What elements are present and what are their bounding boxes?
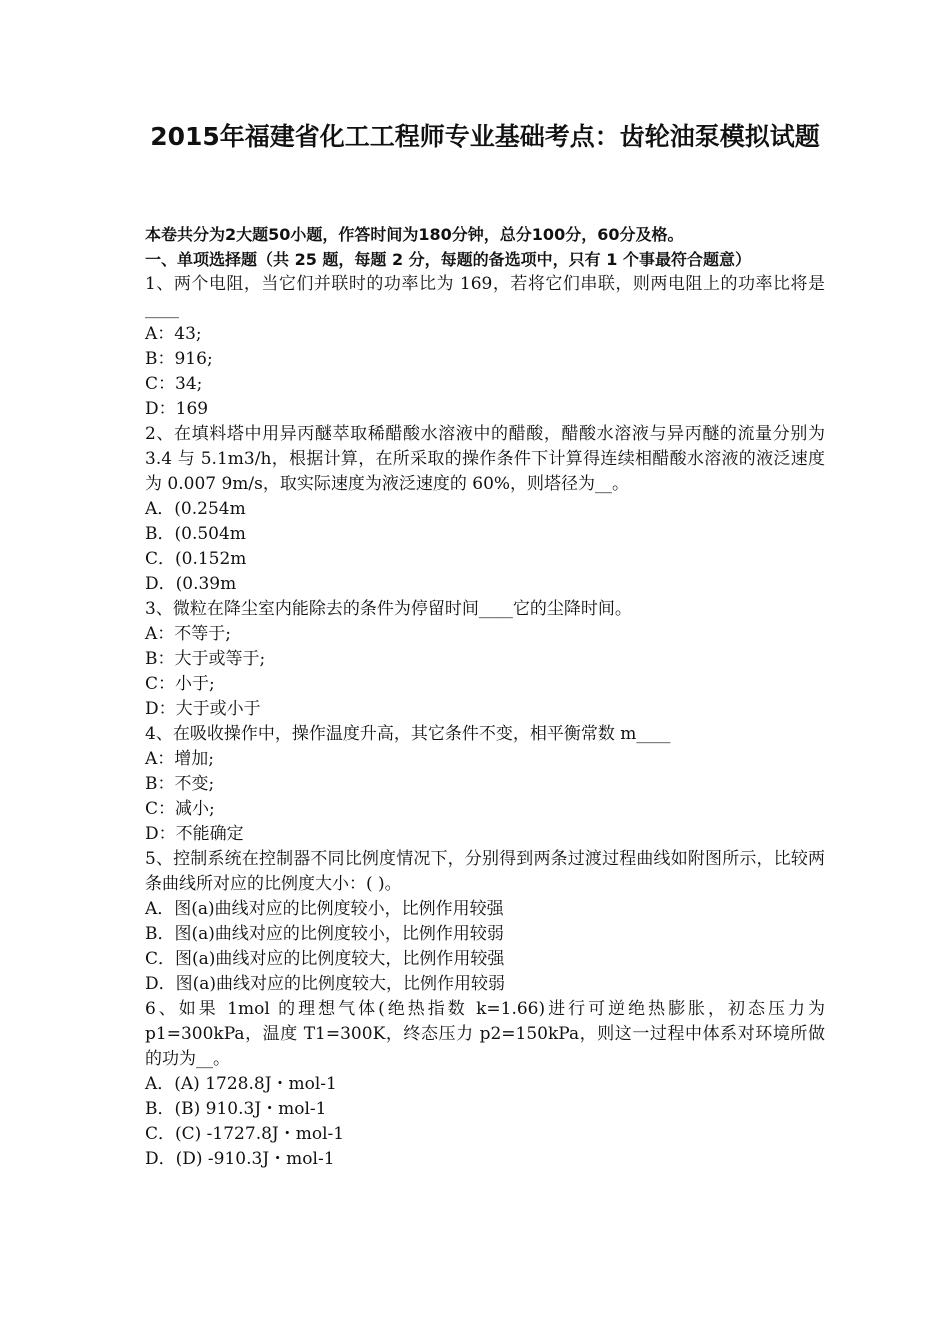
option-b: B．(0.504m (145, 524, 246, 544)
option-b: B：不变; (145, 774, 215, 794)
option-b: B：916; (145, 349, 213, 369)
option-c: C．(C) -1727.8J・mol-1 (145, 1124, 345, 1144)
option-b: B：大于或等于; (145, 649, 266, 669)
question-block-5 (145, 847, 825, 997)
question-stem: 4、在吸收操作中，操作温度升高，其它条件不变，相平衡常数 m____ (145, 724, 671, 744)
option-d: D：不能确定 (145, 824, 244, 844)
option-c: C：34; (145, 374, 203, 394)
question-block-2 (145, 422, 825, 597)
question-stem: 5、控制系统在控制器不同比例度情况下，分别得到两条过渡过程曲线如附图所示，比较两条曲线所对应的比例度大小：( )。 (145, 849, 825, 894)
option-c: C．图(a)曲线对应的比例度较大，比例作用较强 (145, 949, 505, 969)
option-d: D：169 (145, 399, 209, 419)
option-d: D．(0.39m (145, 574, 237, 594)
option-c: C：小于; (145, 674, 215, 694)
exam-intro: 本卷共分为2大题50小题，作答时间为180分钟，总分100分，60分及格。 (145, 225, 684, 244)
option-c: C：减小; (145, 799, 215, 819)
option-d: D．图(a)曲线对应的比例度较大，比例作用较弱 (145, 974, 506, 994)
option-c: C．(0.152m (145, 549, 247, 569)
option-b: B．图(a)曲线对应的比例度较小，比例作用较弱 (145, 924, 504, 944)
option-d: D：大于或小于 (145, 699, 261, 719)
question-stem: 1、两个电阻，当它们并联时的功率比为 169，若将它们串联，则两电阻上的功率比将是____ (145, 274, 825, 319)
option-a: A：不等于; (145, 624, 232, 644)
option-a: A：增加; (145, 749, 215, 769)
document-title: 2015年福建省化工工程师专业基础考点：齿轮油泵模拟试题 (150, 122, 820, 151)
question-stem: 2、在填料塔中用异丙醚萃取稀醋酸水溶液中的醋酸，醋酸水溶液与异丙醚的流量分别为 3.4 与 5.1m3/h，根据计算，在所采取的操作条件下计算得连续相醋酸水溶液的液泛速度为 0.007 9m/s，取实际速度为液泛速度的 60%，则塔径为__。 (145, 424, 825, 494)
option-a: A：43; (145, 324, 202, 344)
question-block-1 (145, 272, 825, 422)
section-heading: 一、单项选择题（共 25 题，每题 2 分，每题的备选项中，只有 1 个事最符合题意） (145, 250, 751, 269)
question-stem: 6、如果 1mol 的理想气体(绝热指数 k=1.66)进行可逆绝热膨胀，初态压力为 p1=300kPa，温度 T1=300K，终态压力 p2=150kPa，则这一过程中体系对环境所做的功为__。 (145, 999, 825, 1069)
question-block-3 (145, 597, 825, 722)
question-stem: 3、微粒在降尘室内能除去的条件为停留时间____它的尘降时间。 (145, 599, 632, 619)
question-block-4 (145, 722, 825, 847)
document-body (145, 222, 825, 1172)
option-a: A．图(a)曲线对应的比例度较小，比例作用较强 (145, 899, 504, 919)
option-a: A．(0.254m (145, 499, 246, 519)
option-b: B．(B) 910.3J・mol-1 (145, 1099, 327, 1119)
question-block-6 (145, 997, 825, 1172)
option-a: A．(A) 1728.8J・mol-1 (145, 1074, 337, 1094)
option-d: D．(D) -910.3J・mol-1 (145, 1149, 335, 1169)
